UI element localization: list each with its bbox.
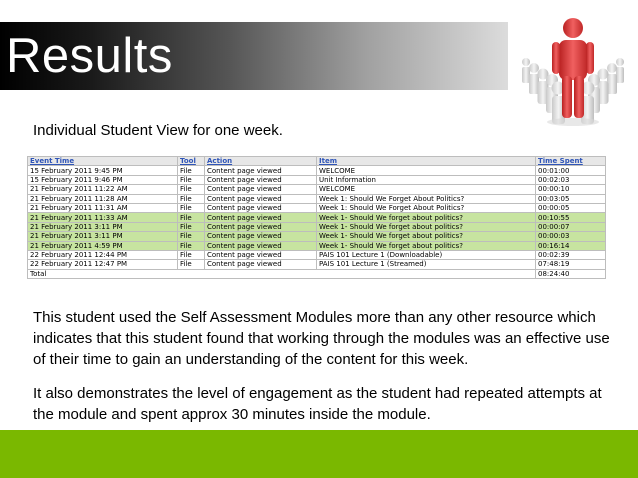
item-cell: Unit Information — [317, 175, 536, 184]
table-row — [28, 175, 606, 184]
time-spent-cell: 00:00:10 — [536, 185, 606, 194]
item-cell: Week 1: Should We Forget About Politics? — [317, 194, 536, 203]
event-time-cell: 21 February 2011 11:22 AM — [28, 185, 178, 194]
total-label: Total — [28, 269, 536, 278]
time-spent-cell: 00:03:05 — [536, 194, 606, 203]
tool-cell: File — [178, 213, 205, 222]
student-activity-table — [27, 156, 606, 279]
table-row — [28, 232, 606, 241]
column-header-action[interactable]: Action — [205, 157, 317, 166]
item-cell: PAIS 101 Lecture 1 (Downloadable) — [317, 250, 536, 259]
action-cell: Content page viewed — [205, 222, 317, 231]
event-time-cell: 21 February 2011 11:33 AM — [28, 213, 178, 222]
tool-cell: File — [178, 166, 205, 175]
table-row — [28, 203, 606, 212]
item-cell: Week 1- Should We forget about politics? — [317, 232, 536, 241]
table-row — [28, 222, 606, 231]
total-value: 08:24:40 — [536, 269, 606, 278]
action-cell: Content page viewed — [205, 250, 317, 259]
table-total-row — [28, 269, 606, 278]
time-spent-cell: 00:16:14 — [536, 241, 606, 250]
table-header-row — [28, 157, 606, 166]
figure-svg — [512, 6, 634, 130]
slide-subtitle: Individual Student View for one week. — [33, 122, 283, 139]
engagement-paragraph: It also demonstrates the level of engagement as the student had repeated attempts at the module and spent approx 30 minutes inside the module. — [33, 385, 602, 423]
action-cell: Content page viewed — [205, 203, 317, 212]
column-header-tool[interactable]: Tool — [178, 157, 205, 166]
time-spent-cell: 00:00:05 — [536, 203, 606, 212]
column-header-item[interactable]: Item — [317, 157, 536, 166]
column-header-event-time[interactable]: Event Time — [28, 157, 178, 166]
event-time-cell: 15 February 2011 9:46 PM — [28, 175, 178, 184]
action-cell: Content page viewed — [205, 241, 317, 250]
table-row — [28, 241, 606, 250]
action-cell: Content page viewed — [205, 185, 317, 194]
action-cell: Content page viewed — [205, 260, 317, 269]
tool-cell: File — [178, 260, 205, 269]
event-time-cell: 21 February 2011 3:11 PM — [28, 222, 178, 231]
tool-cell: File — [178, 222, 205, 231]
table-row — [28, 185, 606, 194]
table-body — [28, 166, 606, 269]
event-time-cell: 21 February 2011 3:11 PM — [28, 232, 178, 241]
item-cell: PAIS 101 Lecture 1 (Streamed) — [317, 260, 536, 269]
event-time-cell: 22 February 2011 12:47 PM — [28, 260, 178, 269]
time-spent-cell: 07:48:19 — [536, 260, 606, 269]
tool-cell: File — [178, 175, 205, 184]
action-cell: Content page viewed — [205, 166, 317, 175]
event-time-cell: 22 February 2011 12:44 PM — [28, 250, 178, 259]
item-cell: WELCOME — [317, 166, 536, 175]
item-cell: WELCOME — [317, 185, 536, 194]
table-row — [28, 250, 606, 259]
table-row — [28, 166, 606, 175]
action-cell: Content page viewed — [205, 213, 317, 222]
column-header-time-spent[interactable]: Time Spent — [536, 157, 606, 166]
table-row — [28, 194, 606, 203]
tool-cell: File — [178, 203, 205, 212]
leader-figure-illustration — [512, 6, 634, 130]
time-spent-cell: 00:00:07 — [536, 222, 606, 231]
action-cell: Content page viewed — [205, 194, 317, 203]
tool-cell: File — [178, 232, 205, 241]
footer-band — [0, 430, 638, 478]
item-cell: Week 1- Should We forget about politics? — [317, 213, 536, 222]
action-cell: Content page viewed — [205, 232, 317, 241]
table-row — [28, 213, 606, 222]
action-cell: Content page viewed — [205, 175, 317, 184]
tool-cell: File — [178, 194, 205, 203]
item-cell: Week 1- Should We forget about politics? — [317, 222, 536, 231]
time-spent-cell: 00:02:39 — [536, 250, 606, 259]
item-cell: Week 1: Should We Forget About Politics? — [317, 203, 536, 212]
tool-cell: File — [178, 250, 205, 259]
time-spent-cell: 00:02:03 — [536, 175, 606, 184]
event-time-cell: 21 February 2011 4:59 PM — [28, 241, 178, 250]
event-time-cell: 21 February 2011 11:28 AM — [28, 194, 178, 203]
tool-cell: File — [178, 241, 205, 250]
tool-cell: File — [178, 185, 205, 194]
finding-paragraph: This student used the Self Assessment Modules more than any other resource which indicates that this student found that working through the modules was an effective use of their time to gain an understanding of the content for this week. — [33, 309, 610, 368]
table-row — [28, 260, 606, 269]
time-spent-cell: 00:10:55 — [536, 213, 606, 222]
time-spent-cell: 00:01:00 — [536, 166, 606, 175]
activity-table — [27, 156, 606, 279]
event-time-cell: 15 February 2011 9:45 PM — [28, 166, 178, 175]
time-spent-cell: 00:00:03 — [536, 232, 606, 241]
item-cell: Week 1- Should We forget about politics? — [317, 241, 536, 250]
event-time-cell: 21 February 2011 11:31 AM — [28, 203, 178, 212]
slide-title: Results — [6, 29, 173, 83]
